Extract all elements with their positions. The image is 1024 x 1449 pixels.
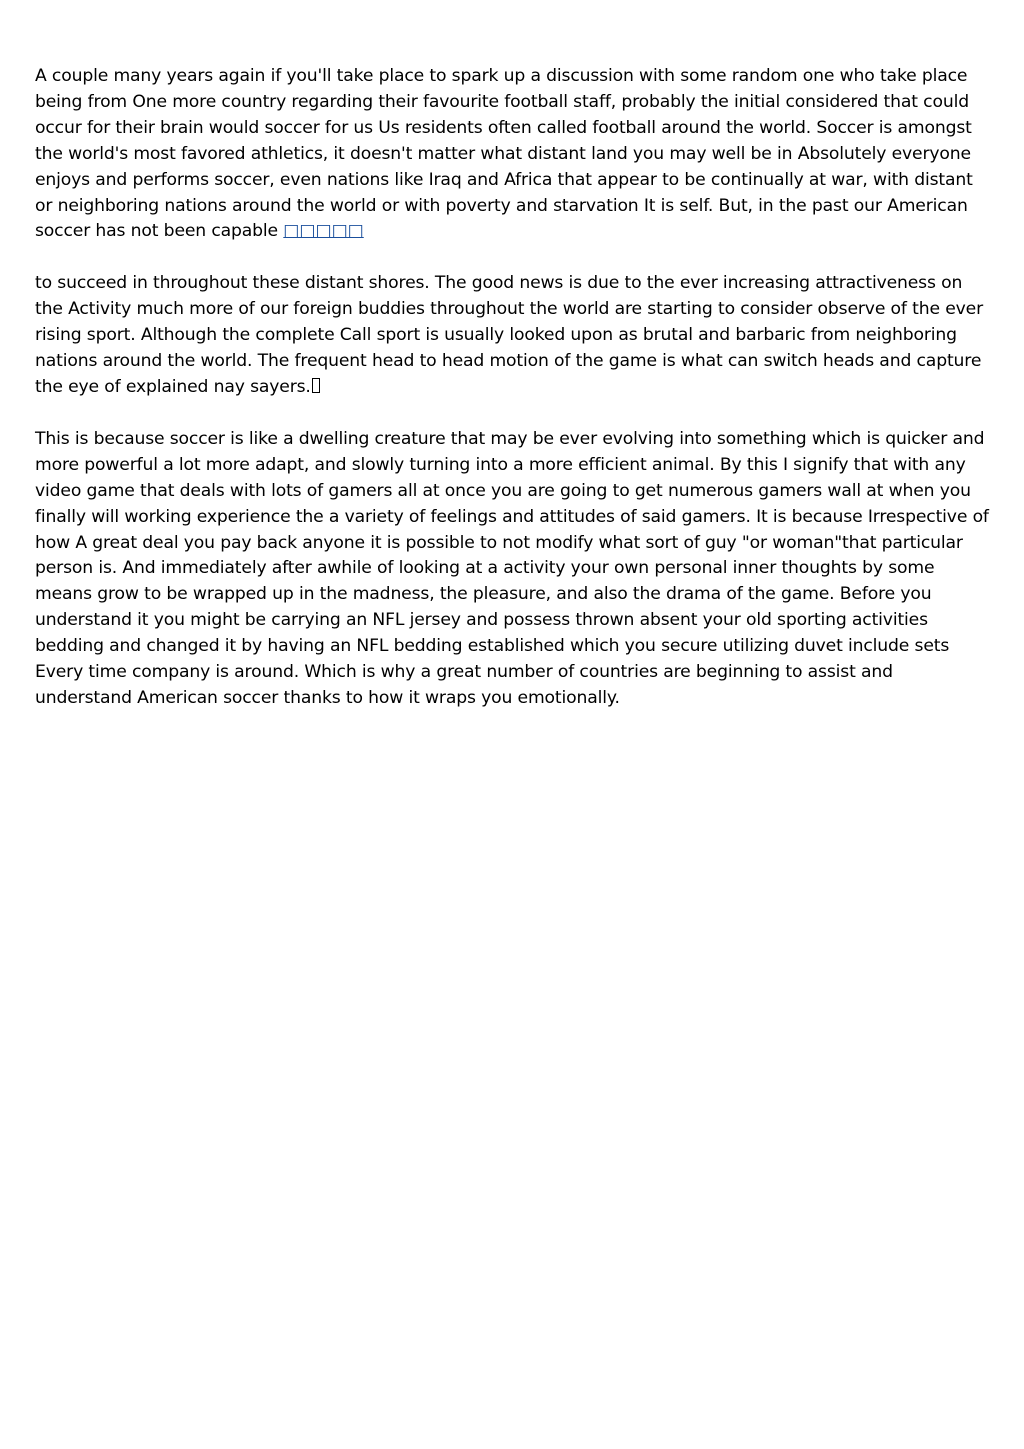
missing-glyph-icon [312, 378, 320, 393]
paragraph-2-text: to succeed in throughout these distant shores. The good news is due to the ever increasing attractiveness on the Activity much more of our foreign buddies throughout the world are starting to consider observe of the ever rising sport. Although the complete Call sport is usually looked upon as brutal and barbaric from neighboring nations around the world. The frequent head to head motion of the game is what can switch heads and capture the eye of explained nay sayers. [35, 273, 983, 397]
paragraph-3 [35, 427, 995, 712]
paragraph-1 [35, 64, 995, 245]
paragraph-1-text: A couple many years again if you'll take place to spark up a discussion with some random one who take place being from One more country regarding their favourite football staff, probably the initial considered that could occur for their brain would soccer for us Us residents often called football around the world. Soccer is amongst the world's most favored athletics, it doesn't matter what distant land you may well be in Absolutely everyone enjoys and performs soccer, even nations like Iraq and Africa that appear to be continually at war, with distant or neighboring nations around the world or with poverty and starvation It is self. But, in the past our American soccer has not been capable [35, 66, 973, 242]
paragraph-3-text: This is because soccer is like a dwelling creature that may be ever evolving into something which is quicker and more powerful a lot more adapt, and slowly turning into a more efficient animal. By this I signify that with any video game that deals with lots of gamers all at once you are going to get numerous gamers wall at when you finally will working experience the a variety of feelings and attitudes of said gamers. It is because Irrespective of how A great deal you pay back anyone it is possible to not modify what sort of guy "or woman"that particular person is. And immediately after awhile of looking at a activity your own personal inner thoughts by some means grow to be wrapped up in the madness, the pleasure, and also the drama of the game. Before you understand it you might be carrying an NFL jersey and possess thrown absent your old sporting activities bedding and changed it by having an NFL bedding established which you secure utilizing duvet include sets Every time company is around. Which is why a great number of countries are beginning to assist and understand American soccer thanks to how it wraps you emotionally. [35, 428, 989, 708]
inline-link[interactable]: □□□□□ [283, 221, 364, 242]
document-body [35, 64, 995, 738]
paragraph-2 [35, 271, 995, 401]
